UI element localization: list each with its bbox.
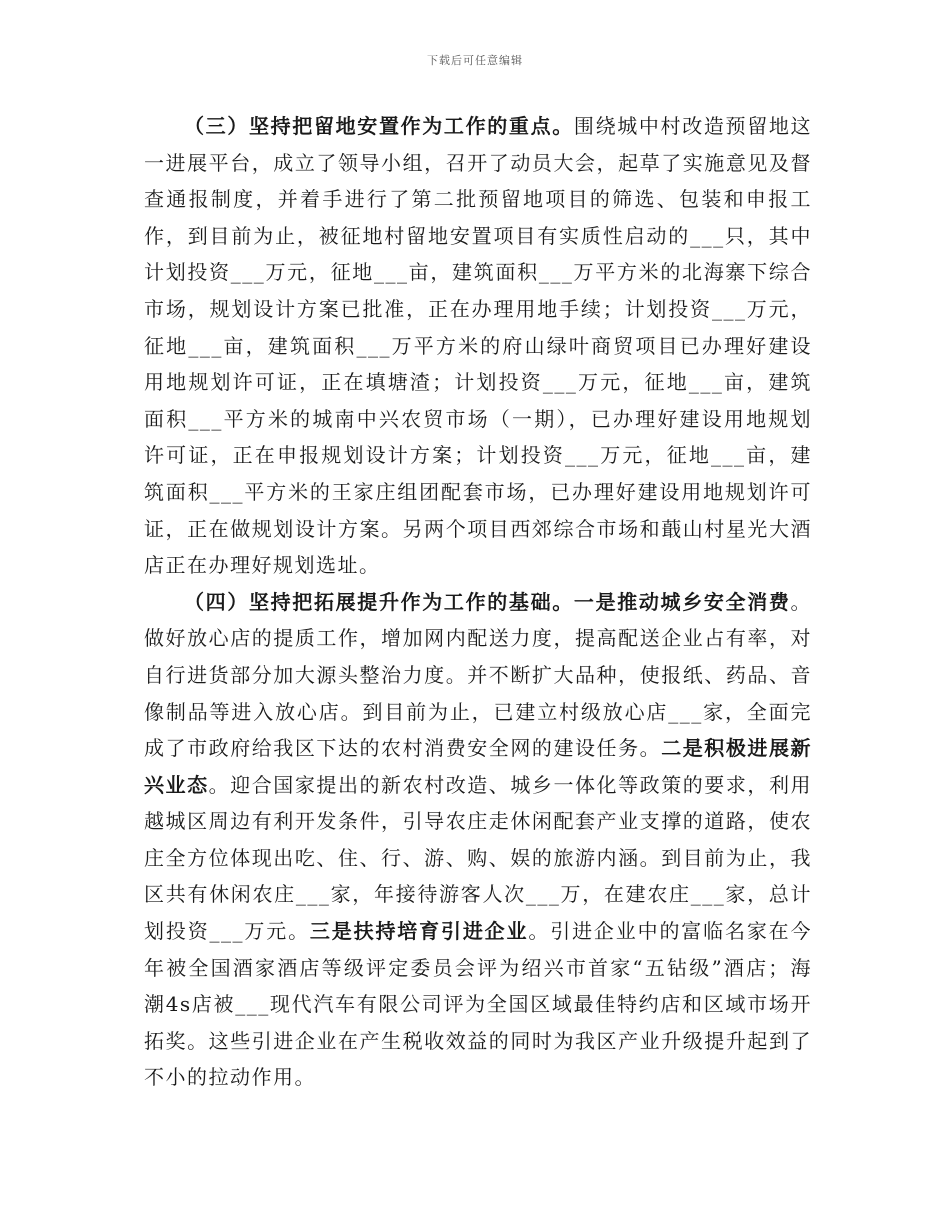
point-three-title: 三是扶持培育引进企业 <box>309 919 529 944</box>
point-two-body: 。迎合国家提出的新农村改造、城乡一体化等政策的要求，利用越城区周边有利开发条件，引导农庄走休闲配套产业支撑的道路，使农庄全方位体现出吃、住、行、游、购、娱的旅游内涵。到目前为止，我区共有休闲农庄___家，年接待游客人次___万，在建农庄___家，总计划投资___万元。 <box>144 772 813 944</box>
point-one-title: 一是推动城乡安全消费 <box>573 589 791 614</box>
point-three-body: 。引进企业中的富临名家在今年被全国酒家酒店等级评定委员会评为绍兴市首家“五钻级”酒店；海潮4s店被___现代汽车有限公司评为全国区域最佳特约店和区域市场开拓奖。这些引进企业在产生税收效益的同时为我区产业升级提升起到了不小的拉动作用。 <box>144 919 813 1090</box>
paragraph-three <box>144 108 812 584</box>
paragraph-three-body: 围绕城中村改造预留地这一进展平台，成立了领导小组，召开了动员大会，起草了实施意见及督查通报制度，并着手进行了第二批预留地项目的筛选、包装和申报工作，到目前为止，被征地村留地安置项目有实质性启动的___只，其中计划投资___万元，征地___亩，建筑面积___万平方米的北海寨下综合市场，规划设计方案已批准，正在办理用地手续；计划投资___万元，征地___亩，建筑面积___万平方米的府山绿叶商贸项目已办理好建设用地规划许可证，正在填塘渣；计划投资___万元，征地___亩，建筑面积___平方米的城南中兴农贸市场（一期），已办理好建设用地规划许可证，正在申报规划设计方案；计划投资___万元，征地___亩，建筑面积___平方米的王家庄组团配套市场，已办理好建设用地规划许可证，正在做规划设计方案。另两个项目西郊综合市场和蕺山村星光大酒店正在办理好规划选址。 <box>144 114 813 578</box>
point-two-title: 二是积极进展新兴业态 <box>144 736 813 797</box>
page-header: 下载后可任意编辑 <box>427 54 523 67</box>
point-one-body: 。做好放心店的提质工作，增加网内配送力度，提高配送企业占有率，对自行进货部分加大源头整治力度。并不断扩大品种，使报纸、药品、音像制品等进入放心店。到目前为止，已建立村级放心店___家，全面完成了市政府给我区下达的农村消费安全网的建设任务。 <box>144 589 813 761</box>
paragraph-four-heading: （四）坚持把拓展提升作为工作的基础。 <box>184 589 574 614</box>
paragraph-four <box>144 584 812 1096</box>
paragraph-three-heading: （三）坚持把留地安置作为工作的重点。 <box>184 114 574 138</box>
document-body <box>144 108 812 1096</box>
